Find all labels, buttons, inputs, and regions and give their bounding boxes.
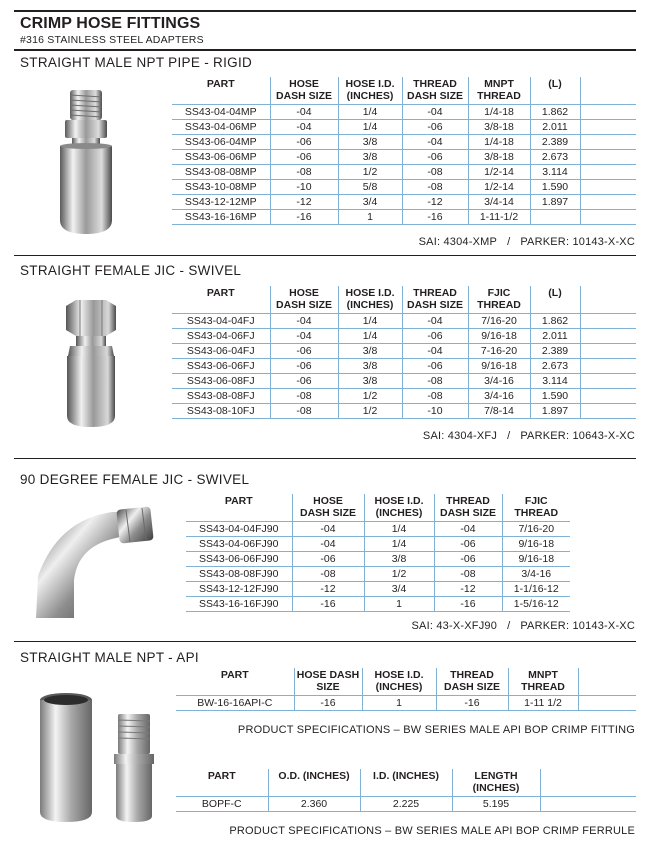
column-header: HOSE I.D. (INCHES) bbox=[338, 77, 402, 105]
cell: 1/2-14 bbox=[468, 165, 530, 180]
cell: 1/4 bbox=[338, 105, 402, 120]
column-header: HOSE I.D. (INCHES) bbox=[338, 286, 402, 314]
sai-reference: SAI: 43-X-XFJ90 bbox=[411, 620, 498, 632]
cell: 3/8 bbox=[364, 552, 434, 567]
header-top-rule bbox=[14, 10, 636, 12]
cell-part: SS43-12-12MP bbox=[172, 195, 270, 210]
cell bbox=[580, 374, 636, 389]
table-row bbox=[172, 359, 636, 374]
cell: -16 bbox=[402, 210, 468, 225]
api-fitting-caption: PRODUCT SPECIFICATIONS – BW SERIES MALE API BOP CRIMP FITTING bbox=[237, 724, 635, 736]
cell bbox=[580, 389, 636, 404]
table-row bbox=[172, 150, 636, 165]
cell: -04 bbox=[270, 314, 338, 329]
cell: -08 bbox=[434, 567, 502, 582]
table-row bbox=[186, 522, 570, 537]
cell: 3/8-18 bbox=[468, 120, 530, 135]
table-row bbox=[172, 389, 636, 404]
table-row bbox=[186, 582, 570, 597]
column-header: THREAD DASH SIZE bbox=[434, 494, 502, 522]
cell: 3/4-16 bbox=[468, 374, 530, 389]
column-header: FJIC THREAD bbox=[468, 286, 530, 314]
cell: 5/8 bbox=[338, 180, 402, 195]
cell: -08 bbox=[402, 389, 468, 404]
cell bbox=[580, 135, 636, 150]
column-header: HOSE DASH SIZE bbox=[294, 668, 362, 696]
table-row bbox=[172, 329, 636, 344]
cell: -04 bbox=[270, 120, 338, 135]
cell bbox=[580, 329, 636, 344]
table-row bbox=[172, 165, 636, 180]
cell-part: BOPF-C bbox=[176, 797, 268, 812]
female-jic-spec-table bbox=[172, 286, 636, 419]
cell bbox=[580, 210, 636, 225]
cell: 3/4 bbox=[338, 195, 402, 210]
table-header-row bbox=[176, 668, 636, 696]
cell: 2.389 bbox=[530, 135, 580, 150]
cell: 1 bbox=[362, 696, 436, 711]
cell: 1.862 bbox=[530, 314, 580, 329]
cell-part: SS43-04-06FJ bbox=[172, 329, 270, 344]
table-row bbox=[176, 797, 636, 812]
cell: -06 bbox=[402, 359, 468, 374]
cell-part: SS43-04-06FJ90 bbox=[186, 537, 292, 552]
table-header-row bbox=[172, 77, 636, 105]
cell-part: SS43-04-04FJ bbox=[172, 314, 270, 329]
cell: 3/4-16 bbox=[468, 389, 530, 404]
cell: 1/2 bbox=[338, 389, 402, 404]
cell: 2.360 bbox=[268, 797, 360, 812]
cell: 3/8 bbox=[338, 150, 402, 165]
table-row bbox=[172, 374, 636, 389]
section-title-female-jic: STRAIGHT FEMALE JIC - SWIVEL bbox=[20, 263, 242, 278]
table-row bbox=[172, 195, 636, 210]
cell: 1/2 bbox=[364, 567, 434, 582]
cell: 1/2-14 bbox=[468, 180, 530, 195]
cell: -06 bbox=[402, 150, 468, 165]
male-npt-spec-table bbox=[172, 77, 636, 225]
cell: 7/16-20 bbox=[502, 522, 570, 537]
cell: 1.590 bbox=[530, 180, 580, 195]
column-header: PART bbox=[176, 668, 294, 696]
cell bbox=[580, 404, 636, 419]
cell: 3.114 bbox=[530, 374, 580, 389]
cell: -16 bbox=[434, 597, 502, 612]
cell: -08 bbox=[292, 567, 364, 582]
cross-reference-note bbox=[419, 236, 635, 248]
male-npt-fitting-image bbox=[50, 88, 122, 236]
table-header-row bbox=[186, 494, 570, 522]
cell-part: SS43-06-04MP bbox=[172, 135, 270, 150]
cell-part: SS43-08-08FJ bbox=[172, 389, 270, 404]
cell: 2.011 bbox=[530, 329, 580, 344]
parker-reference: PARKER: 10643-X-XC bbox=[520, 430, 635, 442]
cell-part: SS43-06-06MP bbox=[172, 150, 270, 165]
header-bottom-rule bbox=[14, 49, 636, 51]
cell: 1/4-18 bbox=[468, 135, 530, 150]
cell: -04 bbox=[292, 522, 364, 537]
column-header: PART bbox=[172, 77, 270, 105]
cell-part: BW-16-16API-C bbox=[176, 696, 294, 711]
api-fitting-ferrule-image bbox=[32, 690, 166, 824]
cell bbox=[540, 797, 636, 812]
cell: -16 bbox=[292, 597, 364, 612]
cell: -06 bbox=[270, 374, 338, 389]
cell: 1.897 bbox=[530, 404, 580, 419]
cell: 2.011 bbox=[530, 120, 580, 135]
cell: 3/4 bbox=[364, 582, 434, 597]
cell: 1/4 bbox=[364, 537, 434, 552]
cell-part: SS43-06-06FJ bbox=[172, 359, 270, 374]
cell: 3/8 bbox=[338, 374, 402, 389]
cell: 1/4 bbox=[364, 522, 434, 537]
cell: -06 bbox=[402, 329, 468, 344]
table-row bbox=[172, 105, 636, 120]
column-header: MNPT THREAD bbox=[508, 668, 578, 696]
column-header bbox=[580, 77, 636, 105]
column-header: HOSE DASH SIZE bbox=[292, 494, 364, 522]
cell: -10 bbox=[270, 180, 338, 195]
parker-reference: PARKER: 10143-X-XC bbox=[520, 236, 635, 248]
cell: 1/4 bbox=[338, 329, 402, 344]
column-header: HOSE DASH SIZE bbox=[270, 77, 338, 105]
column-header: LENGTH (INCHES) bbox=[452, 769, 540, 797]
cell-part: SS43-16-16FJ90 bbox=[186, 597, 292, 612]
cell: -16 bbox=[294, 696, 362, 711]
cell: 1-11 1/2 bbox=[508, 696, 578, 711]
cell bbox=[580, 359, 636, 374]
cell-part: SS43-04-04FJ90 bbox=[186, 522, 292, 537]
table-row bbox=[186, 597, 570, 612]
page-subtitle: #316 STAINLESS STEEL ADAPTERS bbox=[20, 34, 204, 46]
cell: -06 bbox=[270, 359, 338, 374]
cell: -04 bbox=[402, 105, 468, 120]
cell-part: SS43-06-08FJ bbox=[172, 374, 270, 389]
section-title-male-npt-api: STRAIGHT MALE NPT - API bbox=[20, 650, 199, 665]
cell: 3/8 bbox=[338, 359, 402, 374]
cell: -12 bbox=[434, 582, 502, 597]
cell: -06 bbox=[270, 135, 338, 150]
cell bbox=[580, 195, 636, 210]
cell: 2.673 bbox=[530, 150, 580, 165]
cell: 1/2 bbox=[338, 165, 402, 180]
cell bbox=[580, 150, 636, 165]
cell: 2.673 bbox=[530, 359, 580, 374]
cell-part: SS43-04-06MP bbox=[172, 120, 270, 135]
column-header: THREAD DASH SIZE bbox=[402, 286, 468, 314]
api-ferrule-spec-table bbox=[176, 769, 636, 812]
cell-part: SS43-12-12FJ90 bbox=[186, 582, 292, 597]
cell: -06 bbox=[270, 344, 338, 359]
cell: 3/8 bbox=[338, 135, 402, 150]
cell: -04 bbox=[270, 329, 338, 344]
cell bbox=[580, 314, 636, 329]
cell: -16 bbox=[270, 210, 338, 225]
cell: 7-16-20 bbox=[468, 344, 530, 359]
column-header: THREAD DASH SIZE bbox=[402, 77, 468, 105]
section-divider bbox=[14, 641, 636, 642]
cell: 1/4-18 bbox=[468, 105, 530, 120]
cell: 9/16-18 bbox=[468, 329, 530, 344]
cell: 1/4 bbox=[338, 314, 402, 329]
female-jic-fitting-image bbox=[58, 300, 124, 428]
cell: -04 bbox=[270, 105, 338, 120]
cell: -04 bbox=[402, 344, 468, 359]
cell: 3/4-16 bbox=[502, 567, 570, 582]
elbow-fitting-image bbox=[28, 506, 164, 620]
cell-part: SS43-16-16MP bbox=[172, 210, 270, 225]
table-row bbox=[172, 344, 636, 359]
cell: -08 bbox=[402, 180, 468, 195]
cell: 1.590 bbox=[530, 389, 580, 404]
page-title: CRIMP HOSE FITTINGS bbox=[20, 15, 201, 32]
cell: 1/2 bbox=[338, 404, 402, 419]
column-header bbox=[580, 286, 636, 314]
section-divider bbox=[14, 255, 636, 256]
column-header: I.D. (INCHES) bbox=[360, 769, 452, 797]
cell: -06 bbox=[434, 537, 502, 552]
table-row bbox=[186, 537, 570, 552]
cell: 9/16-18 bbox=[502, 552, 570, 567]
column-header: O.D. (INCHES) bbox=[268, 769, 360, 797]
section-divider bbox=[14, 458, 636, 459]
table-row bbox=[172, 404, 636, 419]
column-header: PART bbox=[176, 769, 268, 797]
cross-reference-note bbox=[412, 620, 635, 632]
cell-part: SS43-06-04FJ bbox=[172, 344, 270, 359]
cell: 2.389 bbox=[530, 344, 580, 359]
cell: -06 bbox=[434, 552, 502, 567]
cell-part: SS43-06-06FJ90 bbox=[186, 552, 292, 567]
cell: 9/16-18 bbox=[502, 537, 570, 552]
column-header: PART bbox=[172, 286, 270, 314]
cell bbox=[580, 165, 636, 180]
table-row bbox=[176, 696, 636, 711]
cell: -08 bbox=[270, 165, 338, 180]
table-row bbox=[186, 552, 570, 567]
sai-reference: SAI: 4304-XFJ bbox=[422, 430, 498, 442]
api-ferrule-caption: PRODUCT SPECIFICATIONS – BW SERIES MALE API BOP CRIMP FERRULE bbox=[229, 825, 635, 837]
separator: / bbox=[507, 430, 511, 442]
table-row bbox=[172, 314, 636, 329]
cell: 1-11-1/2 bbox=[468, 210, 530, 225]
cell: 1-5/16-12 bbox=[502, 597, 570, 612]
column-header: (L) bbox=[530, 77, 580, 105]
cell: -16 bbox=[436, 696, 508, 711]
cell: 5.195 bbox=[452, 797, 540, 812]
column-header: MNPT THREAD bbox=[468, 77, 530, 105]
cell: 1 bbox=[338, 210, 402, 225]
cell: 7/8-14 bbox=[468, 404, 530, 419]
cell: -08 bbox=[402, 374, 468, 389]
table-header-row bbox=[172, 286, 636, 314]
sai-reference: SAI: 4304-XMP bbox=[418, 236, 498, 248]
cell: 9/16-18 bbox=[468, 359, 530, 374]
cell: -10 bbox=[402, 404, 468, 419]
separator: / bbox=[507, 236, 511, 248]
table-row bbox=[172, 210, 636, 225]
cell: -04 bbox=[402, 135, 468, 150]
table-row bbox=[186, 567, 570, 582]
cell: -06 bbox=[292, 552, 364, 567]
table-row bbox=[172, 180, 636, 195]
table-header-row bbox=[176, 769, 636, 797]
cell: 1/4 bbox=[338, 120, 402, 135]
column-header: THREAD DASH SIZE bbox=[436, 668, 508, 696]
cell bbox=[578, 696, 636, 711]
cell: -12 bbox=[270, 195, 338, 210]
cell bbox=[530, 210, 580, 225]
cell: -04 bbox=[402, 314, 468, 329]
column-header bbox=[578, 668, 636, 696]
section-title-90-degree-jic: 90 DEGREE FEMALE JIC - SWIVEL bbox=[20, 472, 250, 487]
column-header: (L) bbox=[530, 286, 580, 314]
cell bbox=[580, 344, 636, 359]
cell: 3/4-14 bbox=[468, 195, 530, 210]
cell: 1-1/16-12 bbox=[502, 582, 570, 597]
cell: 3/8 bbox=[338, 344, 402, 359]
column-header: HOSE I.D. (INCHES) bbox=[362, 668, 436, 696]
parker-reference: PARKER: 10143-X-XC bbox=[520, 620, 635, 632]
section-title-male-npt: STRAIGHT MALE NPT PIPE - RIGID bbox=[20, 55, 253, 70]
cell: -08 bbox=[270, 389, 338, 404]
api-fitting-spec-table bbox=[176, 668, 636, 711]
cell: 1 bbox=[364, 597, 434, 612]
cell: 2.225 bbox=[360, 797, 452, 812]
elbow-jic-spec-table bbox=[186, 494, 570, 612]
cell bbox=[580, 105, 636, 120]
cell bbox=[580, 120, 636, 135]
cell: -12 bbox=[292, 582, 364, 597]
cell: 7/16-20 bbox=[468, 314, 530, 329]
cell: -08 bbox=[402, 165, 468, 180]
cell: 3.114 bbox=[530, 165, 580, 180]
column-header: HOSE I.D. (INCHES) bbox=[364, 494, 434, 522]
cell: -04 bbox=[434, 522, 502, 537]
cell-part: SS43-04-04MP bbox=[172, 105, 270, 120]
cell bbox=[580, 180, 636, 195]
cross-reference-note bbox=[423, 430, 635, 442]
separator: / bbox=[507, 620, 511, 632]
column-header: FJIC THREAD bbox=[514, 495, 559, 519]
column-header: PART bbox=[186, 494, 292, 522]
cell-part: SS43-08-08MP bbox=[172, 165, 270, 180]
column-header: HOSE DASH SIZE bbox=[270, 286, 338, 314]
cell: -06 bbox=[270, 150, 338, 165]
table-row bbox=[172, 135, 636, 150]
cell: -06 bbox=[402, 120, 468, 135]
cell: -12 bbox=[402, 195, 468, 210]
cell: -08 bbox=[270, 404, 338, 419]
cell: 3/8-18 bbox=[468, 150, 530, 165]
cell-part: SS43-08-08FJ90 bbox=[186, 567, 292, 582]
cell-part: SS43-10-08MP bbox=[172, 180, 270, 195]
cell-part: SS43-08-10FJ bbox=[172, 404, 270, 419]
cell: 1.897 bbox=[530, 195, 580, 210]
table-row bbox=[172, 120, 636, 135]
cell: -04 bbox=[292, 537, 364, 552]
column-header bbox=[540, 769, 636, 797]
cell: 1.862 bbox=[530, 105, 580, 120]
